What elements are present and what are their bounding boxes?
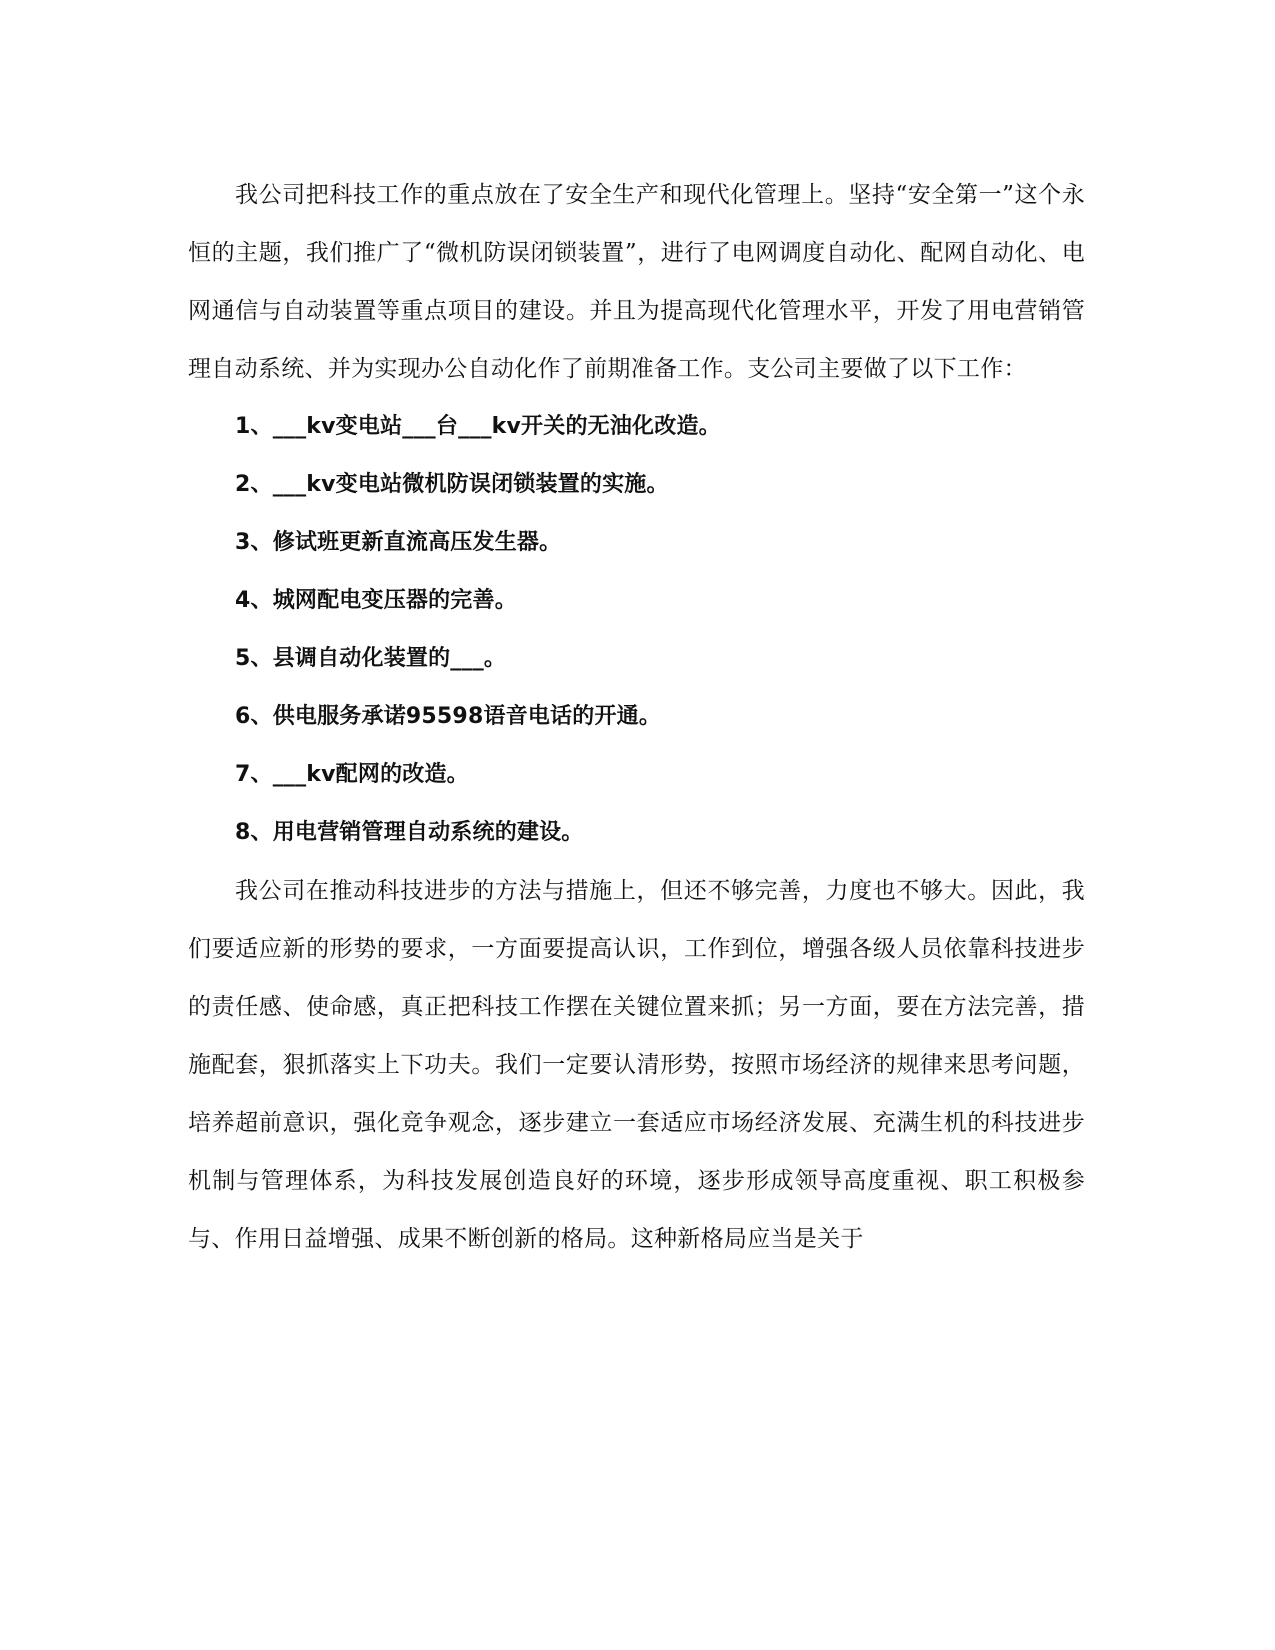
list-item: 3、修试班更新直流高压发生器。 xyxy=(235,530,562,555)
document-body xyxy=(188,166,1085,1268)
list-item: 2、___kv变电站微机防误闭锁装置的实施。 xyxy=(235,472,669,497)
list-item: 1、___kv变电站___台___kv开关的无油化改造。 xyxy=(235,414,721,439)
list-item: 8、用电营销管理自动系统的建设。 xyxy=(235,820,584,845)
list-item: 4、城网配电变压器的完善。 xyxy=(235,588,517,613)
paragraph-conclusion: 我公司在推动科技进步的方法与措施上，但还不够完善，力度也不够大。因此，我们要适应新的形势的要求，一方面要提高认识，工作到位，增强各级人员依靠科技进步的责任感、使命感，真正把科技工作摆在关键位置来抓；另一方面，要在方法完善，措施配套，狠抓落实上下功夫。我们一定要认清形势，按照市场经济的规律来思考问题，培养超前意识，强化竞争观念，逐步建立一套适应市场经济发展、充满生机的科技进步机制与管理体系，为科技发展创造良好的环境，逐步形成领导高度重视、职工积极参与、作用日益增强、成果不断创新的格局。这种新格局应当是关于 xyxy=(188,878,1085,1252)
list-item: 7、___kv配网的改造。 xyxy=(235,762,469,787)
list-item: 5、县调自动化装置的___。 xyxy=(235,646,507,671)
work-item-list xyxy=(188,398,1085,862)
list-item: 6、供电服务承诺95598语音电话的开通。 xyxy=(235,704,662,729)
paragraph-intro: 我公司把科技工作的重点放在了安全生产和现代化管理上。坚持“安全第一”这个永恒的主题，我们推广了“微机防误闭锁装置”，进行了电网调度自动化、配网自动化、电网通信与自动装置等重点项目的建设。并且为提高现代化管理水平，开发了用电营销管理自动系统、并为实现办公自动化作了前期准备工作。支公司主要做了以下工作： xyxy=(188,182,1085,382)
